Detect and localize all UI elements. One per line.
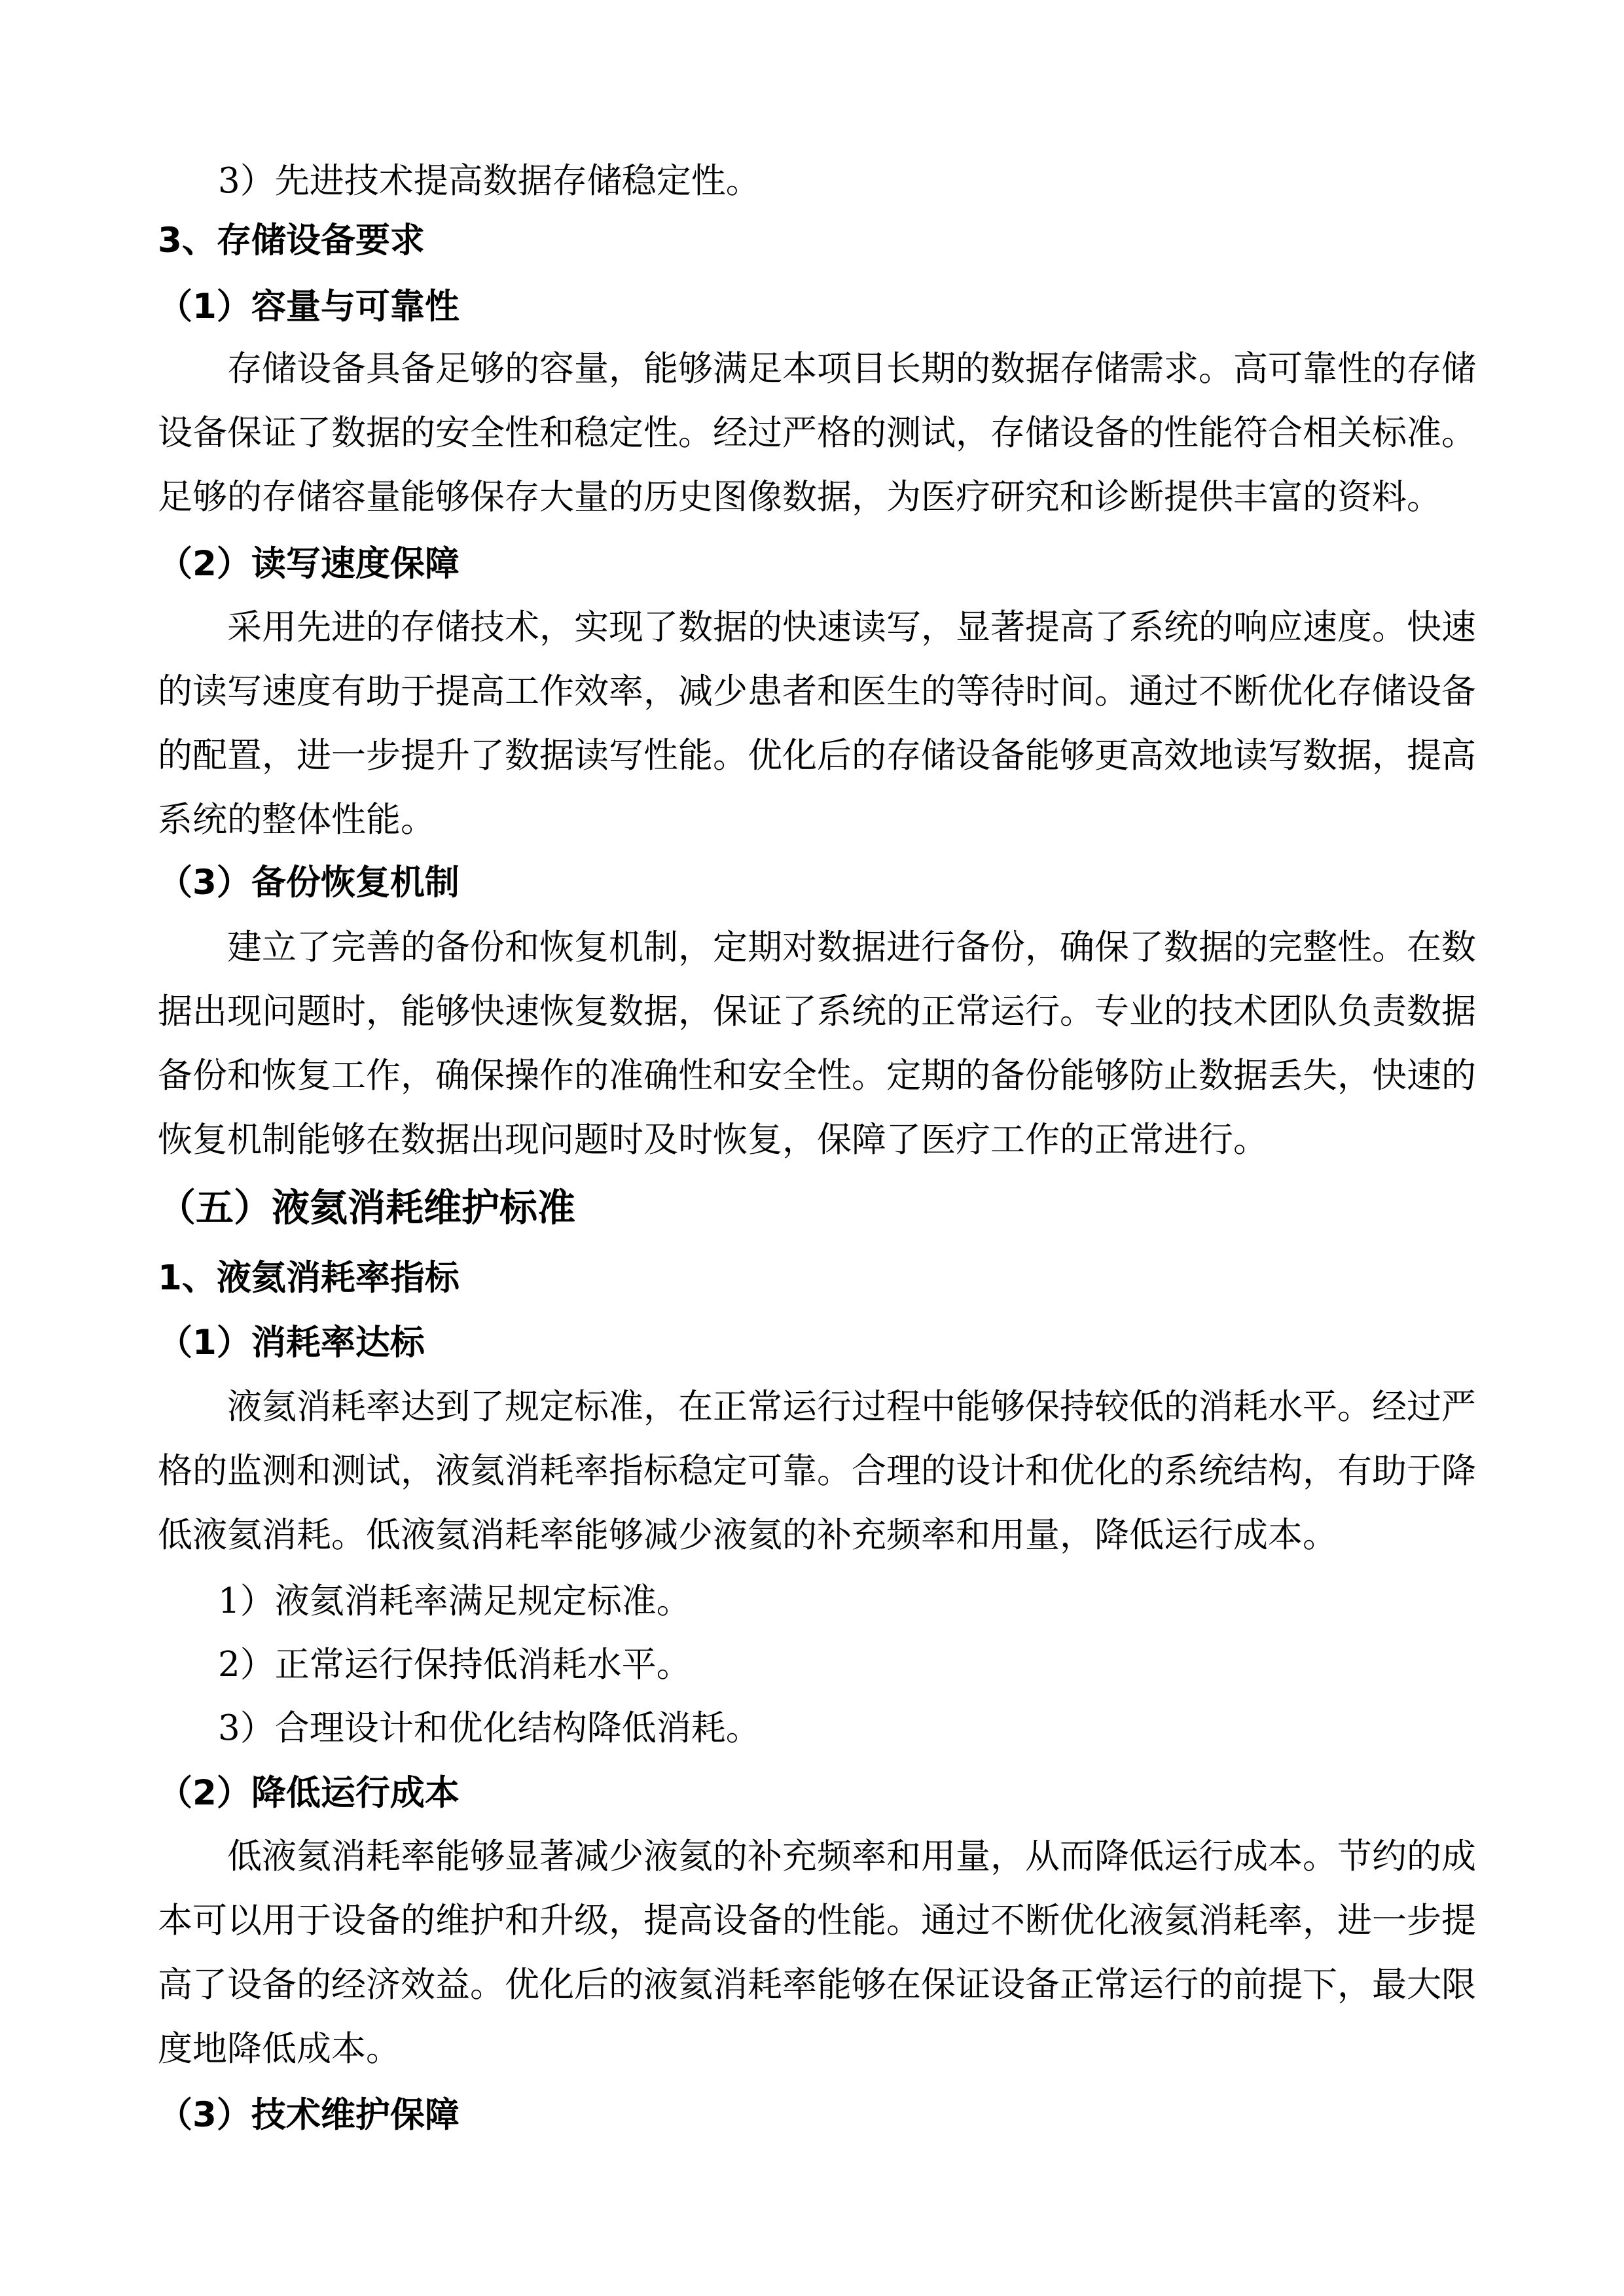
chapter-heading: （五）液氦消耗维护标准	[158, 1185, 576, 1230]
paragraph: 存储设备具备足够的容量，能够满足本项目长期的数据存储需求。高可靠性的存储设备保证了数据的安全性和稳定性。经过严格的测试，存储设备的性能符合相关标准。足够的存储容量能够保存大量的历史图像数据，为医疗研究和诊断提供丰富的资料。	[158, 349, 1476, 517]
list-item: 2）正常运行保持低消耗水平。	[218, 1645, 691, 1685]
subsection-heading: （1）消耗率达标	[158, 1323, 425, 1363]
subsection-heading: （3）技术维护保障	[158, 2095, 460, 2135]
paragraph: 建立了完善的备份和恢复机制，定期对数据进行备份，确保了数据的完整性。在数据出现问题时，能够快速恢复数据，保证了系统的正常运行。专业的技术团队负责数据备份和恢复工作，确保操作的准确性和安全性。定期的备份能够防止数据丢失，快速的恢复机制能够在数据出现问题时及时恢复，保障了医疗工作的正常进行。	[158, 927, 1476, 1160]
paragraph: 采用先进的存储技术，实现了数据的快速读写，显著提高了系统的响应速度。快速的读写速度有助于提高工作效率，减少患者和医生的等待时间。通过不断优化存储设备的配置，进一步提升了数据读写性能。优化后的存储设备能够更高效地读写数据，提高系统的整体性能。	[158, 607, 1476, 840]
subsection-heading: （2）降低运行成本	[158, 1773, 460, 1813]
subsection-heading: （3）备份恢复机制	[158, 863, 460, 903]
paragraph: 液氦消耗率达到了规定标准，在正常运行过程中能够保持较低的消耗水平。经过严格的监测和测试，液氦消耗率指标稳定可靠。合理的设计和优化的系统结构，有助于降低液氦消耗。低液氦消耗率能够减少液氦的补充频率和用量，降低运行成本。	[158, 1387, 1476, 1555]
subsection-heading: （2）读写速度保障	[158, 544, 460, 584]
list-item: 3）先进技术提高数据存储稳定性。	[218, 161, 761, 201]
subsection-heading: （1）容量与可靠性	[158, 287, 460, 327]
paragraph: 低液氦消耗率能够显著减少液氦的补充频率和用量，从而降低运行成本。节约的成本可以用于设备的维护和升级，提高设备的性能。通过不断优化液氦消耗率，进一步提高了设备的经济效益。优化后的液氦消耗率能够在保证设备正常运行的前提下，最大限度地降低成本。	[158, 1837, 1476, 2069]
list-item: 3）合理设计和优化结构降低消耗。	[218, 1708, 761, 1748]
section-heading: 3、存储设备要求	[158, 221, 425, 260]
list-item: 1）液氦消耗率满足规定标准。	[218, 1581, 691, 1621]
section-heading: 1、液氦消耗率指标	[158, 1258, 460, 1298]
